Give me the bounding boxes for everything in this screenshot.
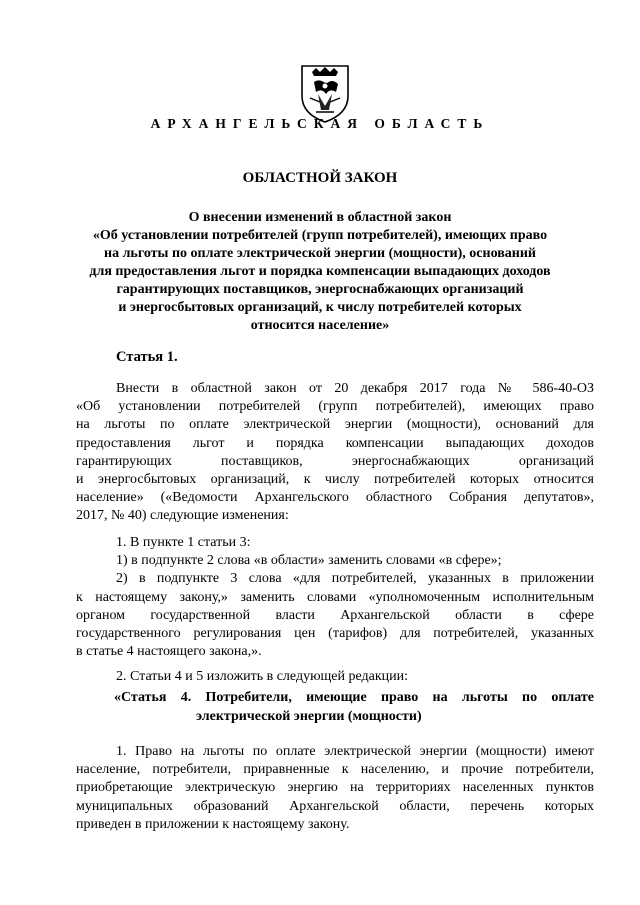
paragraph-line: 2017, № 40) следующие изменения: bbox=[76, 508, 289, 524]
paragraph-line: приобретающие электрическую энергию на территориях населенных пунктов bbox=[76, 780, 594, 796]
paragraph-line: гарантирующих поставщиков, энергоснабжающих организаций bbox=[76, 453, 594, 469]
paragraph-line: и энергосбытовых организаций, к числу потребителей которых относится bbox=[76, 472, 594, 488]
paragraph-line: Внести в областной закон от 20 декабря 2017 года № 586-40-ОЗ bbox=[116, 381, 594, 396]
document-type: ОБЛАСТНОЙ ЗАКОН bbox=[242, 170, 398, 186]
article-1-intro bbox=[76, 380, 594, 526]
paragraph-line: к настоящему закону,» заменить словами «уполномоченным исполнительным bbox=[76, 589, 594, 605]
region-name: АРХАНГЕЛЬСКАЯ ОБЛАСТЬ bbox=[150, 116, 490, 131]
law-title bbox=[80, 209, 560, 335]
article-4-heading bbox=[114, 689, 594, 726]
paragraph-line: на льготы по оплате электрической энергии (мощности), оснований для bbox=[76, 417, 594, 433]
title-line: «Об установлении потребителей (групп потребителей), имеющих право bbox=[92, 228, 548, 243]
paragraph-line: муниципальных образований Архангельской области, перечень которых bbox=[76, 798, 594, 814]
amendment-item-1 bbox=[76, 534, 594, 661]
article-1-heading: Статья 1. bbox=[116, 349, 178, 365]
heading-line: «Статья 4. Потребители, имеющие право на льготы по оплате bbox=[114, 690, 594, 705]
paragraph-line: население» («Ведомости Архангельского областного Собрания депутатов», bbox=[76, 490, 594, 506]
paragraph-line: приведен в приложении к настоящему закону. bbox=[76, 816, 350, 832]
article-4-paragraph-1 bbox=[76, 743, 594, 834]
title-line: относится население» bbox=[250, 318, 390, 333]
paragraph-line: 1. В пункте 1 статьи 3: bbox=[116, 535, 251, 550]
paragraph-line: 1) в подпункте 2 слова «в области» заменить словами «в сфере»; bbox=[116, 553, 502, 569]
paragraph-line: 1. Право на льготы по оплате электрической энергии (мощности) имеют bbox=[116, 744, 594, 759]
paragraph-line: в статье 4 настоящего закона,». bbox=[76, 644, 262, 660]
paragraph-line: 2. Статьи 4 и 5 изложить в следующей редакции: bbox=[116, 669, 409, 684]
title-line: О внесении изменений в областной закон bbox=[188, 210, 452, 225]
paragraph-line: органом государственной власти Архангельской области в сфере bbox=[76, 607, 594, 623]
title-line: и энергосбытовых организаций, к числу потребителей которых bbox=[118, 300, 522, 315]
paragraph-line: население, потребители, приравненные к населению, и прочие потребители, bbox=[76, 762, 594, 778]
title-line: для предоставления льгот и порядка компенсации выпадающих доходов bbox=[89, 264, 551, 279]
paragraph-line: 2) в подпункте 3 слова «для потребителей, указанных в приложении bbox=[116, 571, 594, 587]
heading-line: электрической энергии (мощности) bbox=[196, 708, 422, 724]
paragraph-line: государственного регулирования цен (тарифов) для потребителей, указанных bbox=[76, 626, 594, 642]
paragraph-line: «Об установлении потребителей (групп потребителей), имеющих право bbox=[76, 399, 594, 415]
paragraph-line: предоставления льгот и порядка компенсации выпадающих доходов bbox=[76, 435, 594, 451]
title-line: на льготы по оплате электрической энергии (мощности), оснований bbox=[104, 246, 536, 261]
coat-of-arms-icon bbox=[296, 62, 354, 124]
title-line: гарантирующих поставщиков, энергоснабжающих организаций bbox=[116, 282, 524, 297]
amendment-item-2 bbox=[76, 668, 594, 686]
